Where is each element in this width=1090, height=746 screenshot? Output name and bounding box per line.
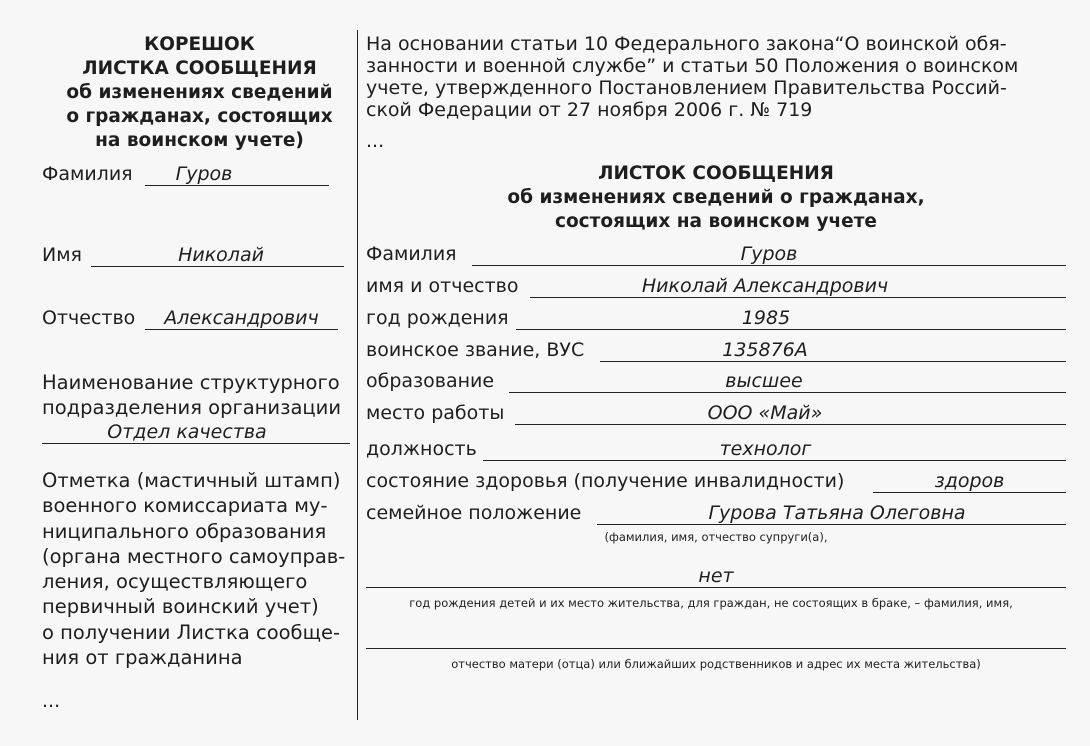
stub-surname-value: Гуров [175,163,233,185]
field-value-surname: Гуров [740,243,798,265]
form-title-line: об изменениях сведений о гражданах, [507,187,925,208]
stub-stamp-line: (органа местного самоуправ- [42,544,346,568]
stub-patronymic-line [145,329,338,330]
field-value-rank: 135876А [722,339,808,361]
stub-name-label: Имя [42,244,82,266]
field-label-health: состояние здоровья (получение инвалидности) [366,470,845,492]
field-label-name: имя и отчество [366,275,519,297]
stub-stamp-line: военного комиссариата му- [42,494,328,518]
field-label-surname: Фамилия [366,243,457,265]
stub-stamp-note [42,468,345,670]
field-line [483,460,1066,461]
field-value-position: технолог [719,438,812,460]
stub-patronymic-label: Отчество [42,307,136,329]
field-label-education: образование [366,370,495,392]
stub-unit-label-line: Наименование структурного [42,371,340,394]
field-line [530,297,1066,298]
stub-heading-line: КОРЕШОК [144,34,255,55]
field-value-name: Николай Александрович [641,275,889,297]
stub-patronymic-value: Александрович [164,307,319,329]
children-line [366,587,1066,588]
spouse-caption: (фамилия, имя, отчество супруги(а), [604,530,828,544]
cut-divider [357,30,358,720]
stub-stamp-line: ния от гражданина [42,646,243,670]
field-label-position: должность [366,438,477,460]
stub-name-value: Николай [178,244,264,266]
field-line [597,524,1066,525]
stub-stamp-line: Отметка (мастичный штамп) [42,469,341,492]
stub-heading-line: о гражданах, состоящих [66,106,333,127]
legal-basis-line: занности и военной службе” и статьи 50 Положения о воинском [366,55,1019,77]
stub-heading-line: на воинском учете) [95,130,304,151]
field-value-workplace: ООО «Май» [707,402,823,424]
stub-heading-line: об изменениях сведений [66,82,333,103]
stub-heading-line: ЛИСТКА СООБЩЕНИЯ [82,58,317,79]
stub-unit-label-line: подразделения организации [42,396,342,420]
form-title-line: ЛИСТОК СООБЩЕНИЯ [598,163,834,184]
field-label-workplace: место работы [366,402,505,424]
field-line [516,329,1066,330]
stub-stamp-line: первичный воинский учет) [42,595,319,619]
field-value-marital: Гурова Татьяна Олеговна [708,502,966,524]
stub-unit-label [42,370,341,421]
children-caption: год рождения детей и их место жительства, для граждан, не состоящих в браке, – фамилия, имя, [409,596,1013,610]
stub-surname-line [145,185,329,186]
stub-ellipsis: ... [42,690,61,712]
relatives-caption: отчество матери (отца) или ближайших родственников и адрес их места жительства) [451,657,981,671]
form-title [366,162,1066,234]
legal-ellipsis: ... [366,130,385,152]
form-title-line: состоящих на воинском учете [555,211,877,232]
relatives-line [366,648,1066,649]
field-value-health: здоров [934,470,1005,492]
legal-basis-line: На основании статьи 10 Федерального закона“О воинской обя- [366,33,1007,55]
stub-unit-line [42,443,350,444]
children-value: нет [698,565,734,587]
field-value-birth-year: 1985 [741,307,791,329]
field-line [472,265,1066,266]
field-value-education: высшее [725,370,803,392]
stub-stamp-line: ления, осуществляющего [42,570,308,594]
field-line [509,392,1066,393]
stub-heading [42,33,357,153]
field-label-marital: семейное положение [366,502,582,524]
stub-stamp-line: о получении Листка сообще- [42,620,340,644]
field-label-birth-year: год рождения [366,307,509,329]
legal-basis-line: учете, утвержденного Постановлением Правительства Россий- [366,77,1007,99]
field-line [515,424,1066,425]
stub-stamp-line: ниципального образования [42,519,327,543]
field-line [600,361,1066,362]
legal-basis [366,33,1018,121]
stub-surname-label: Фамилия [42,163,133,185]
stub-name-line [91,266,344,267]
field-line [873,492,1066,493]
legal-basis-line: ской Федерации от 27 ноября 2006 г. № 719 [366,99,813,121]
stub-unit-value: Отдел качества [107,421,267,443]
field-label-rank: воинское звание, ВУС [366,339,585,361]
